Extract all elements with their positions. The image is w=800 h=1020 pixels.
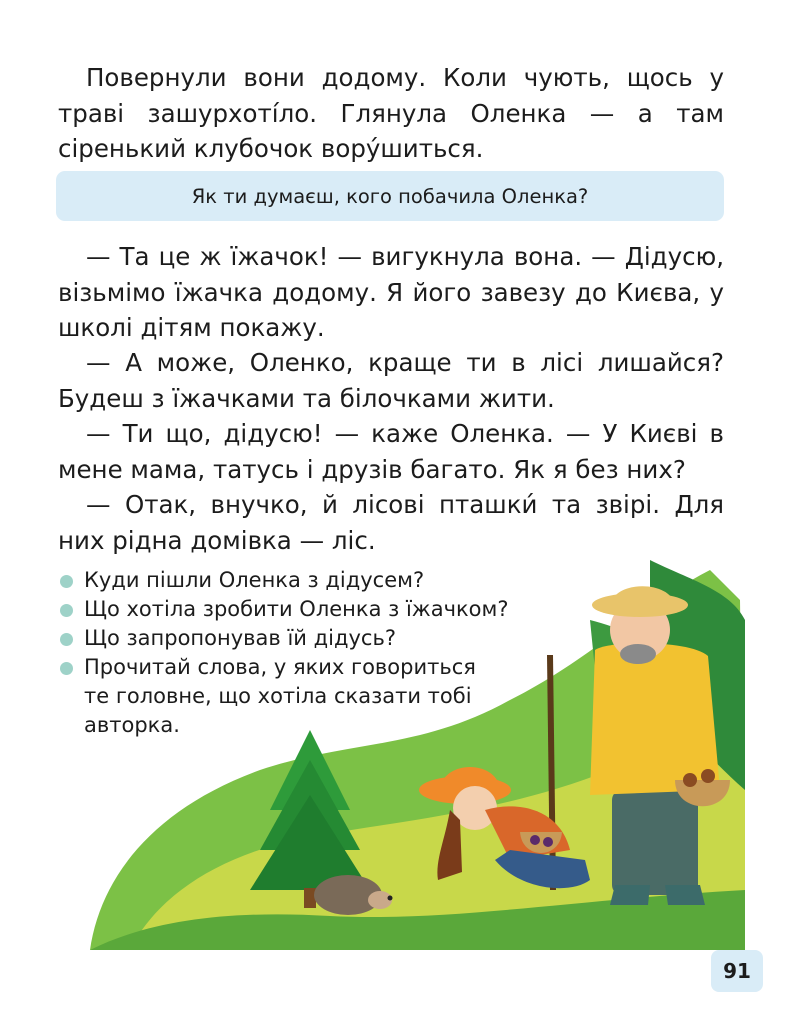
question-item: Прочитай слова, у яких говориться те головне, що хотіла сказати тобі авторка. (60, 653, 504, 740)
bullet-dot (60, 662, 73, 675)
story-paragraph-1: Повернули вони додому. Коли чують, щось у траві зашурхоті́ло. Глянула Оленка — а там сіренький клубочок вору́шиться. (58, 63, 724, 163)
story-paragraph-4: — Ти що, дідусю! — каже Оленка. — У Києві в мене мама, татусь і друзів багато. Як я без них? (58, 419, 724, 484)
bullet-dot (60, 633, 73, 646)
question-list (60, 566, 509, 740)
bullet-dot (60, 575, 73, 588)
question-item: Куди пішли Оленка з дідусем? (60, 566, 509, 595)
think-question-text: Як ти думаєш, кого побачила Оленка? (191, 184, 589, 208)
bullet-dot (60, 604, 73, 617)
question-item: Що запропонував їй дідусь? (60, 624, 509, 653)
story-paragraph-2: — Та це ж їжачок! — вигукнула вона. — Дідусю, візьмімо їжачка додому. Я його завезу до Києва, у школі дітям покажу. (58, 242, 724, 342)
think-question-box (56, 171, 724, 221)
story-paragraph-3: — А може, Оленко, краще ти в лісі лишайся? Будеш з їжачками та білочками жити. (58, 348, 724, 413)
story-paragraph-5: — Отак, внучко, й лісові пташки́ та звірі. Для них рідна домівка — ліс. (58, 490, 724, 555)
question-item: Що хотіла зробити Оленка з їжачком? (60, 595, 509, 624)
page-number: 91 (711, 950, 763, 992)
